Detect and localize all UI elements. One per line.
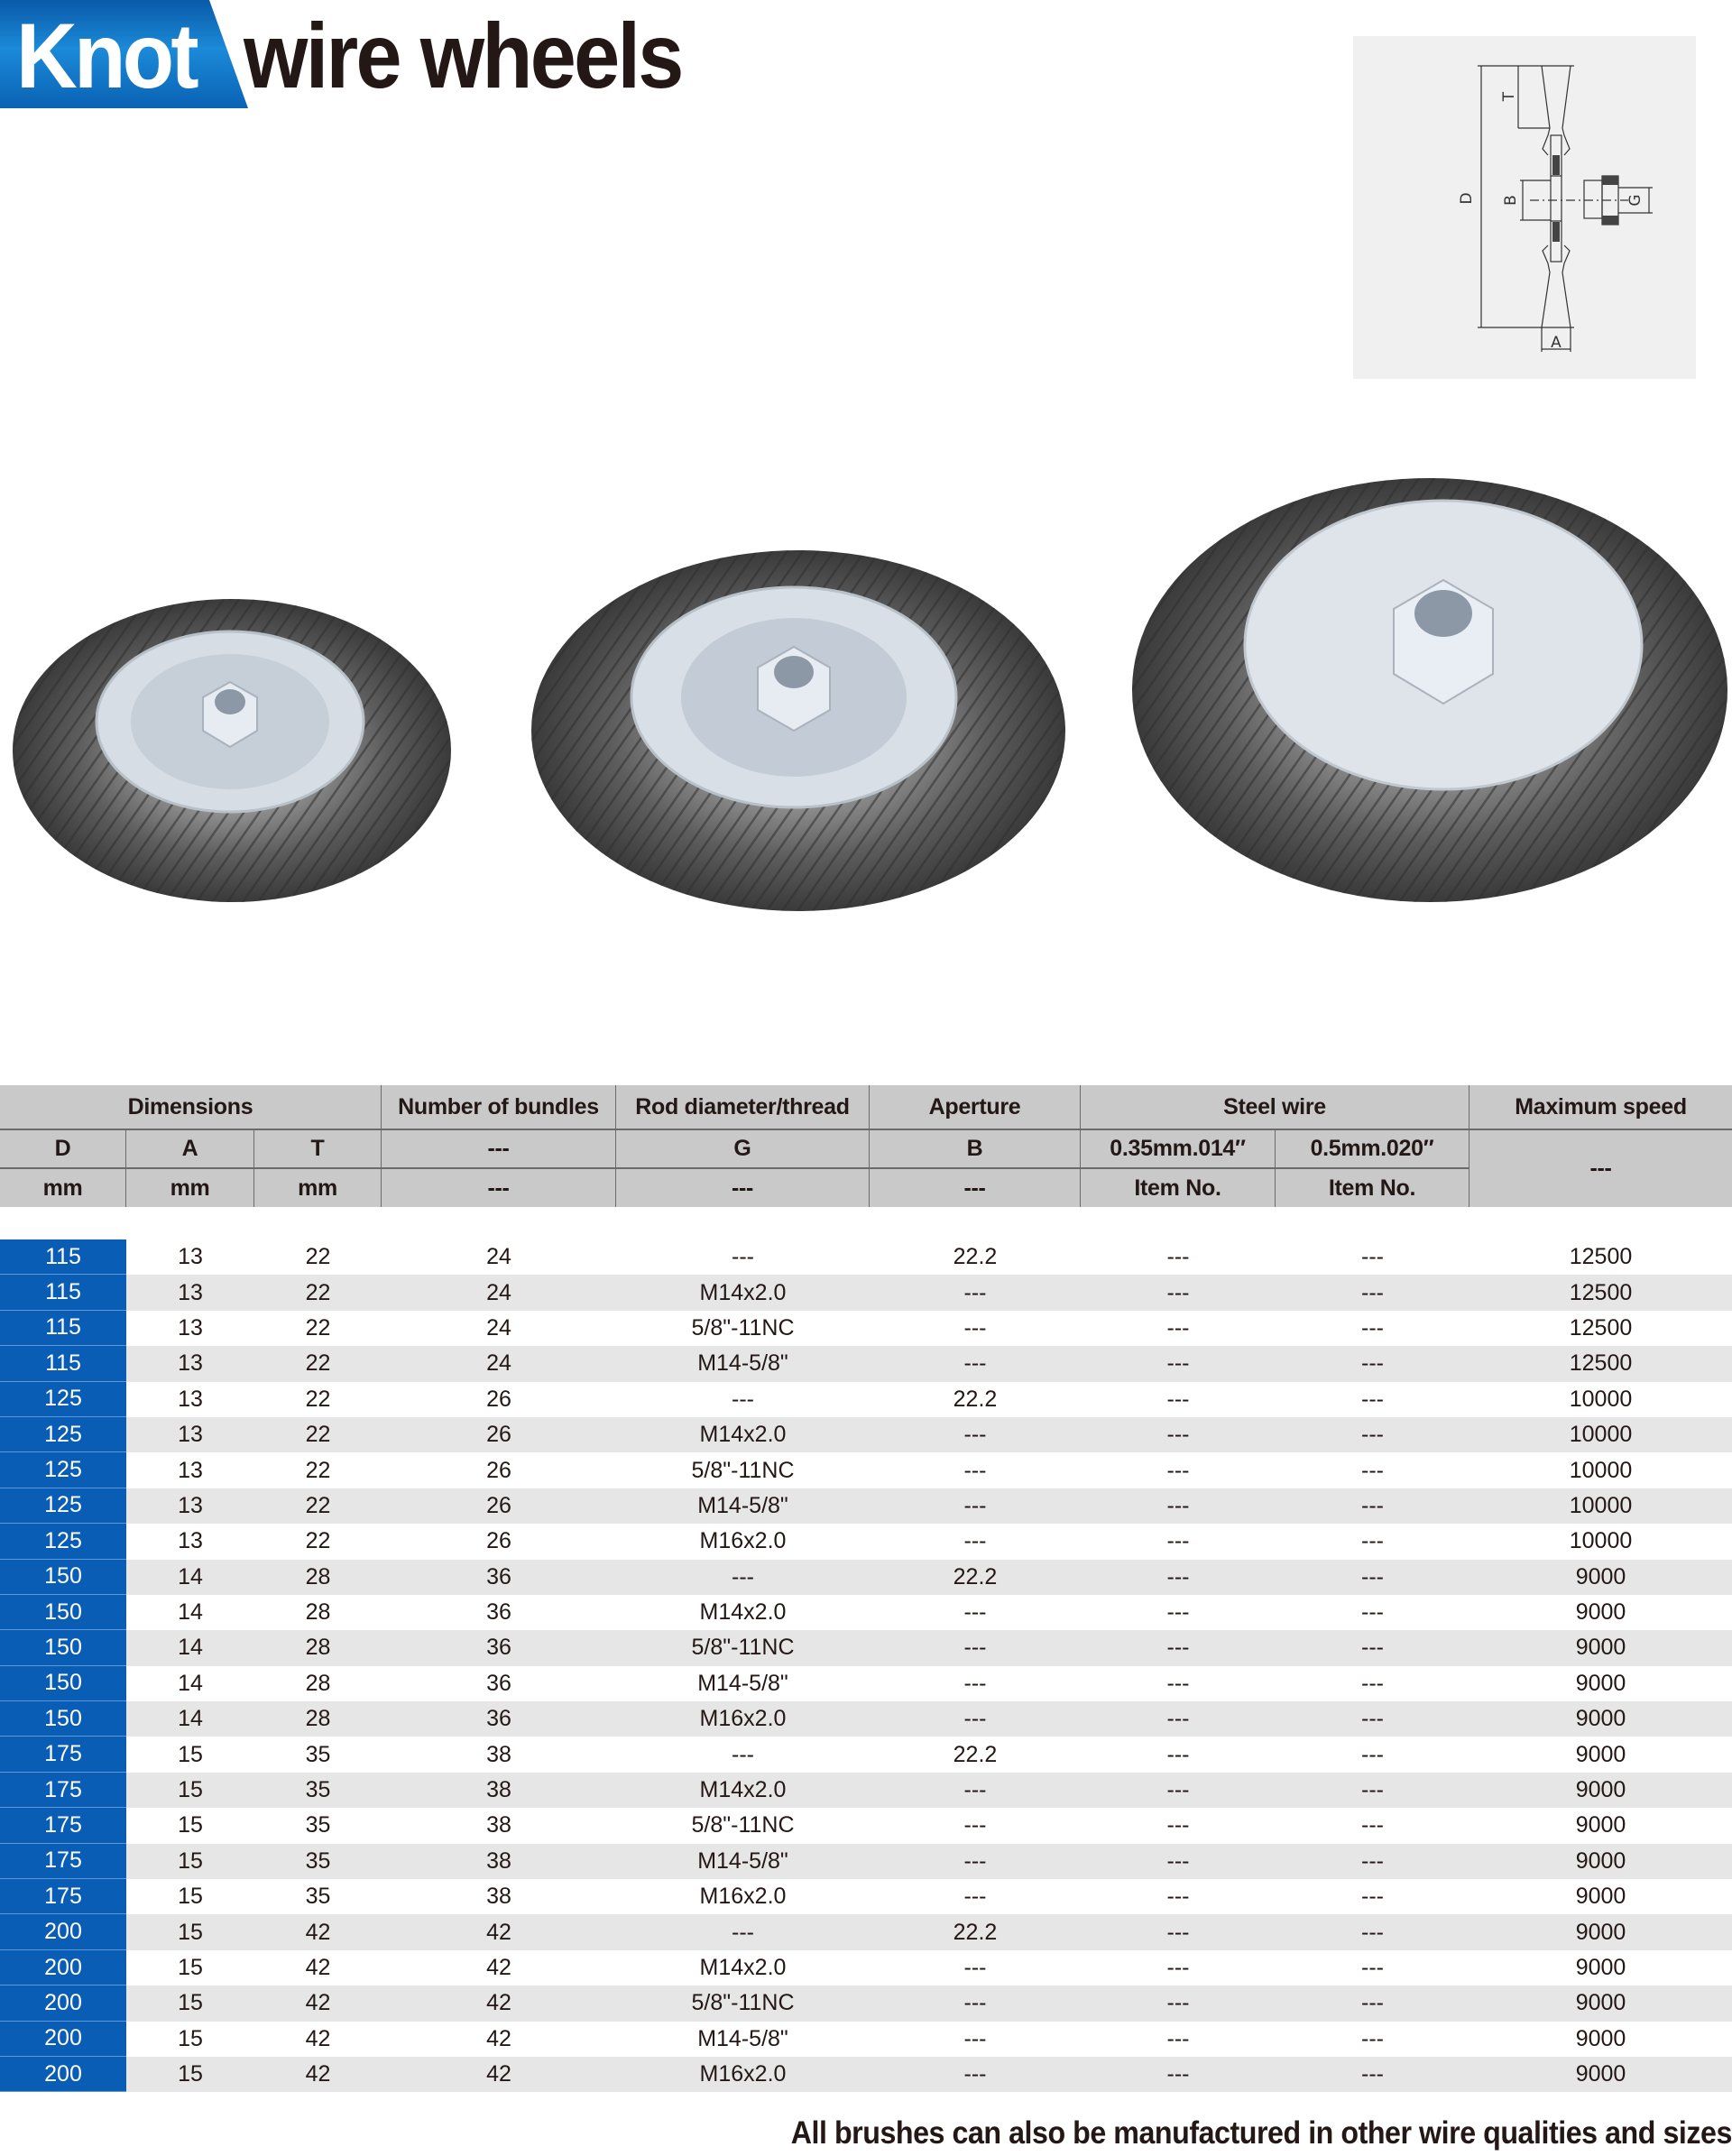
cell-g: M14x2.0 <box>699 1955 787 1980</box>
header-max-speed: Maximum speed <box>1469 1085 1732 1130</box>
cell-b: 22.2 <box>953 1244 998 1270</box>
cell-b: --- <box>963 2061 987 2087</box>
cell-bundles: 36 <box>486 1706 511 1732</box>
cell-wire-035: --- <box>1166 1386 1190 1412</box>
cell-d: 150 <box>0 1630 126 1665</box>
cell-max-speed: 12500 <box>1569 1314 1633 1341</box>
cell-bundles: 36 <box>486 1599 511 1626</box>
cell-a: 15 <box>178 1741 203 1767</box>
cell-max-speed: 10000 <box>1569 1422 1633 1448</box>
cell-bundles: 26 <box>486 1457 511 1483</box>
cell-wire-035: --- <box>1166 1741 1190 1767</box>
cell-t: 22 <box>305 1314 331 1341</box>
cell-bundles: 36 <box>486 1670 511 1696</box>
cell-t: 22 <box>305 1350 331 1377</box>
wire-wheel-115-image <box>9 595 456 907</box>
cell-bundles: 24 <box>486 1279 511 1305</box>
cell-d: 175 <box>0 1808 126 1843</box>
cell-t: 28 <box>305 1563 331 1589</box>
header-sym-d: D <box>0 1130 126 1169</box>
cell-wire-05: --- <box>1361 1635 1384 1661</box>
cell-max-speed: 10000 <box>1569 1457 1633 1483</box>
cell-max-speed: 9000 <box>1575 1635 1626 1661</box>
cell-wire-035: --- <box>1166 1350 1190 1377</box>
cell-b: --- <box>963 1279 987 1305</box>
header-unit-a: mm <box>126 1169 254 1207</box>
table-row <box>0 1239 1732 1275</box>
table-row <box>0 1737 1732 1772</box>
header-aperture: Aperture <box>870 1085 1081 1130</box>
cell-t: 42 <box>305 1955 331 1980</box>
cell-wire-05: --- <box>1361 1847 1384 1874</box>
cell-bundles: 26 <box>486 1386 511 1412</box>
cell-g: 5/8"-11NC <box>691 1635 795 1661</box>
cell-a: 15 <box>178 2061 203 2087</box>
cell-wire-05: --- <box>1361 1279 1384 1305</box>
cell-a: 13 <box>178 1422 203 1448</box>
cell-max-speed: 9000 <box>1575 1990 1626 2016</box>
cell-g: M14-5/8" <box>697 1847 788 1874</box>
cell-d: 200 <box>0 1950 126 1986</box>
cell-a: 13 <box>178 1386 203 1412</box>
cell-a: 15 <box>178 1919 203 1945</box>
cell-d: 125 <box>0 1417 126 1452</box>
dimension-diagram <box>1353 36 1696 379</box>
table-row <box>0 1346 1732 1381</box>
cell-d: 125 <box>0 1382 126 1417</box>
cell-bundles: 36 <box>486 1563 511 1589</box>
header-sym-a: A <box>126 1130 254 1169</box>
cell-max-speed: 10000 <box>1569 1386 1633 1412</box>
cell-t: 22 <box>305 1279 331 1305</box>
table-row <box>0 1275 1732 1310</box>
cell-b: --- <box>963 1422 987 1448</box>
cell-d: 175 <box>0 1773 126 1808</box>
cell-g: 5/8"-11NC <box>691 1457 795 1483</box>
cell-t: 35 <box>305 1884 331 1910</box>
svg-text:G: G <box>1626 194 1644 207</box>
cell-b: --- <box>963 1990 987 2016</box>
cell-bundles: 26 <box>486 1422 511 1448</box>
cell-wire-035: --- <box>1166 1812 1190 1838</box>
cell-max-speed: 9000 <box>1575 1847 1626 1874</box>
cell-t: 28 <box>305 1599 331 1626</box>
cell-wire-035: --- <box>1166 1244 1190 1270</box>
svg-text:D: D <box>1458 192 1476 205</box>
cell-max-speed: 12500 <box>1569 1279 1633 1305</box>
cell-wire-05: --- <box>1361 1314 1384 1341</box>
cell-wire-035: --- <box>1166 1955 1190 1980</box>
cell-a: 13 <box>178 1244 203 1270</box>
cell-b: --- <box>963 1599 987 1626</box>
cell-wire-05: --- <box>1361 1884 1384 1910</box>
cell-g: M14-5/8" <box>697 1670 788 1696</box>
cell-a: 15 <box>178 1777 203 1803</box>
cell-g: M14-5/8" <box>697 1492 788 1518</box>
header-unit-d: mm <box>0 1169 126 1207</box>
cell-a: 14 <box>178 1706 203 1732</box>
cell-g: --- <box>732 1563 754 1589</box>
cell-max-speed: 9000 <box>1575 1563 1626 1589</box>
cell-bundles: 36 <box>486 1635 511 1661</box>
svg-text:A: A <box>1551 334 1562 352</box>
cell-bundles: 38 <box>486 1812 511 1838</box>
cell-max-speed: 12500 <box>1569 1244 1633 1270</box>
cell-t: 22 <box>305 1422 331 1448</box>
cell-d: 200 <box>0 2057 126 2092</box>
cell-wire-05: --- <box>1361 1244 1384 1270</box>
cell-wire-05: --- <box>1361 1919 1384 1945</box>
cell-bundles: 42 <box>486 1990 511 2016</box>
cell-d: 115 <box>0 1239 126 1275</box>
header-unit-wire2: Item No. <box>1276 1169 1469 1207</box>
cell-bundles: 42 <box>486 1919 511 1945</box>
cell-max-speed: 9000 <box>1575 1812 1626 1838</box>
cell-d: 150 <box>0 1701 126 1737</box>
table-row <box>0 1452 1732 1488</box>
cell-wire-05: --- <box>1361 1599 1384 1626</box>
cell-max-speed: 9000 <box>1575 2061 1626 2087</box>
cell-a: 13 <box>178 1314 203 1341</box>
cell-wire-035: --- <box>1166 2061 1190 2087</box>
cell-b: --- <box>963 1635 987 1661</box>
cell-t: 35 <box>305 1847 331 1874</box>
cell-bundles: 42 <box>486 2025 511 2051</box>
cell-max-speed: 10000 <box>1569 1492 1633 1518</box>
cell-a: 14 <box>178 1635 203 1661</box>
cell-wire-05: --- <box>1361 1386 1384 1412</box>
cell-b: 22.2 <box>953 1919 998 1945</box>
cell-d: 115 <box>0 1311 126 1346</box>
cell-b: --- <box>963 1314 987 1341</box>
cell-wire-05: --- <box>1361 1741 1384 1767</box>
cell-g: --- <box>732 1919 754 1945</box>
cell-b: 22.2 <box>953 1741 998 1767</box>
cell-d: 150 <box>0 1595 126 1630</box>
table-row <box>0 1524 1732 1559</box>
cell-bundles: 38 <box>486 1847 511 1874</box>
cell-bundles: 38 <box>486 1884 511 1910</box>
header-rod: Rod diameter/thread <box>616 1085 870 1130</box>
title-text: wire wheels <box>244 5 682 107</box>
cell-t: 35 <box>305 1741 331 1767</box>
cell-a: 13 <box>178 1457 203 1483</box>
cell-t: 22 <box>305 1386 331 1412</box>
cell-t: 42 <box>305 1990 331 2016</box>
header-sym-wire2: 0.5mm.020″ <box>1276 1130 1469 1169</box>
cell-b: --- <box>963 1670 987 1696</box>
cell-t: 42 <box>305 2025 331 2051</box>
product-images <box>0 451 1732 938</box>
wire-wheel-200-image <box>1128 474 1732 907</box>
table-row <box>0 1701 1732 1737</box>
footer-note: All brushes can also be manufactured in other wire qualities and sizes <box>790 2115 1732 2151</box>
svg-text:T: T <box>1500 91 1518 102</box>
table-row <box>0 1950 1732 1986</box>
header-sym-speed: --- <box>1469 1130 1732 1207</box>
cell-d: 175 <box>0 1737 126 1772</box>
cell-t: 35 <box>305 1777 331 1803</box>
cell-wire-035: --- <box>1166 1919 1190 1945</box>
cell-g: M14x2.0 <box>699 1777 787 1803</box>
cell-wire-035: --- <box>1166 1314 1190 1341</box>
cell-a: 13 <box>178 1350 203 1377</box>
cell-wire-035: --- <box>1166 1279 1190 1305</box>
cell-wire-05: --- <box>1361 2061 1384 2087</box>
cell-a: 15 <box>178 2025 203 2051</box>
header-dimensions: Dimensions <box>0 1085 382 1130</box>
cell-d: 200 <box>0 1914 126 1949</box>
table-row <box>0 2022 1732 2057</box>
cell-g: M14x2.0 <box>699 1599 787 1626</box>
cell-wire-05: --- <box>1361 1528 1384 1554</box>
header-unit-b: --- <box>870 1169 1081 1207</box>
cell-wire-05: --- <box>1361 1955 1384 1980</box>
cell-b: 22.2 <box>953 1563 998 1589</box>
page-title <box>0 0 776 110</box>
cell-b: --- <box>963 2025 987 2051</box>
table-row <box>0 1808 1732 1843</box>
cell-bundles: 38 <box>486 1777 511 1803</box>
cell-g: --- <box>732 1244 754 1270</box>
cell-b: --- <box>963 1457 987 1483</box>
cell-max-speed: 9000 <box>1575 1599 1626 1626</box>
cell-g: M14x2.0 <box>699 1279 787 1305</box>
cell-max-speed: 9000 <box>1575 1884 1626 1910</box>
cell-b: --- <box>963 1350 987 1377</box>
cell-wire-035: --- <box>1166 1670 1190 1696</box>
cell-t: 22 <box>305 1528 331 1554</box>
table-row <box>0 1560 1732 1595</box>
cell-max-speed: 9000 <box>1575 1670 1626 1696</box>
cell-t: 22 <box>305 1492 331 1518</box>
cell-max-speed: 9000 <box>1575 1919 1626 1945</box>
cell-a: 15 <box>178 1812 203 1838</box>
table-row <box>0 1311 1732 1346</box>
cell-bundles: 26 <box>486 1492 511 1518</box>
cell-t: 28 <box>305 1635 331 1661</box>
cell-wire-035: --- <box>1166 1635 1190 1661</box>
table-row <box>0 1986 1732 2021</box>
cell-wire-05: --- <box>1361 1492 1384 1518</box>
header-sym-bundles: --- <box>382 1130 616 1169</box>
cell-g: M16x2.0 <box>699 1884 787 1910</box>
cell-wire-05: --- <box>1361 1422 1384 1448</box>
cell-a: 13 <box>178 1279 203 1305</box>
cell-a: 13 <box>178 1492 203 1518</box>
cell-d: 115 <box>0 1346 126 1381</box>
header-steel-wire: Steel wire <box>1081 1085 1469 1130</box>
table-row <box>0 1879 1732 1914</box>
cell-wire-05: --- <box>1361 1350 1384 1377</box>
cell-wire-035: --- <box>1166 1492 1190 1518</box>
cell-wire-05: --- <box>1361 1990 1384 2016</box>
cell-max-speed: 9000 <box>1575 1955 1626 1980</box>
cell-a: 15 <box>178 1847 203 1874</box>
cell-t: 42 <box>305 2061 331 2087</box>
cell-wire-035: --- <box>1166 1457 1190 1483</box>
cell-max-speed: 12500 <box>1569 1350 1633 1377</box>
cell-bundles: 24 <box>486 1244 511 1270</box>
cell-d: 175 <box>0 1879 126 1914</box>
cell-bundles: 26 <box>486 1528 511 1554</box>
cell-g: 5/8"-11NC <box>691 1314 795 1341</box>
header-sym-t: T <box>254 1130 382 1169</box>
svg-text:B: B <box>1502 195 1520 206</box>
cell-wire-05: --- <box>1361 1563 1384 1589</box>
cell-g: M16x2.0 <box>699 1706 787 1732</box>
cell-b: --- <box>963 1955 987 1980</box>
table-row <box>0 1630 1732 1665</box>
table-row <box>0 2057 1732 2092</box>
cell-bundles: 24 <box>486 1350 511 1377</box>
cell-wire-035: --- <box>1166 2025 1190 2051</box>
title-highlight: Knot <box>16 5 196 107</box>
cell-g: 5/8"-11NC <box>691 1990 795 2016</box>
cell-d: 200 <box>0 2022 126 2057</box>
table-row <box>0 1914 1732 1949</box>
cell-wire-035: --- <box>1166 1706 1190 1732</box>
header-unit-t: mm <box>254 1169 382 1207</box>
header-sym-wire1: 0.35mm.014″ <box>1081 1130 1276 1169</box>
cell-g: 5/8"-11NC <box>691 1812 795 1838</box>
cell-b: --- <box>963 1812 987 1838</box>
cell-bundles: 38 <box>486 1741 511 1767</box>
cell-g: M14-5/8" <box>697 1350 788 1377</box>
cell-a: 15 <box>178 1990 203 2016</box>
cell-d: 125 <box>0 1488 126 1524</box>
cell-b: --- <box>963 1528 987 1554</box>
table-row <box>0 1773 1732 1808</box>
cell-max-speed: 9000 <box>1575 1741 1626 1767</box>
table-row <box>0 1417 1732 1452</box>
cell-wire-05: --- <box>1361 2025 1384 2051</box>
cell-a: 13 <box>178 1528 203 1554</box>
cell-d: 115 <box>0 1275 126 1310</box>
cell-d: 200 <box>0 1986 126 2021</box>
cell-t: 28 <box>305 1670 331 1696</box>
cell-t: 22 <box>305 1244 331 1270</box>
cell-b: --- <box>963 1847 987 1874</box>
cell-max-speed: 9000 <box>1575 1777 1626 1803</box>
cell-d: 175 <box>0 1844 126 1879</box>
cell-wire-035: --- <box>1166 1990 1190 2016</box>
cell-wire-035: --- <box>1166 1847 1190 1874</box>
cell-t: 42 <box>305 1919 331 1945</box>
cell-g: M16x2.0 <box>699 1528 787 1554</box>
cell-wire-05: --- <box>1361 1777 1384 1803</box>
cell-wire-035: --- <box>1166 1777 1190 1803</box>
header-unit-bundles: --- <box>382 1169 616 1207</box>
cell-wire-035: --- <box>1166 1884 1190 1910</box>
header-sym-g: G <box>616 1130 870 1169</box>
cell-t: 28 <box>305 1706 331 1732</box>
cell-a: 15 <box>178 1955 203 1980</box>
cell-t: 35 <box>305 1812 331 1838</box>
cell-wire-05: --- <box>1361 1706 1384 1732</box>
table-row <box>0 1595 1732 1630</box>
cell-wire-05: --- <box>1361 1670 1384 1696</box>
cell-bundles: 42 <box>486 2061 511 2087</box>
cell-wire-035: --- <box>1166 1422 1190 1448</box>
cell-g: M16x2.0 <box>699 2061 787 2087</box>
header-sym-b: B <box>870 1130 1081 1169</box>
cell-d: 125 <box>0 1524 126 1559</box>
header-unit-g: --- <box>616 1169 870 1207</box>
cell-wire-05: --- <box>1361 1457 1384 1483</box>
header-bundles: Number of bundles <box>382 1085 616 1130</box>
cell-max-speed: 9000 <box>1575 2025 1626 2051</box>
cell-d: 150 <box>0 1666 126 1701</box>
wire-wheel-150-image <box>528 546 1069 916</box>
cell-d: 125 <box>0 1452 126 1488</box>
cell-g: --- <box>732 1386 754 1412</box>
cell-a: 15 <box>178 1884 203 1910</box>
spec-table-body <box>0 1239 1732 2092</box>
cell-b: --- <box>963 1884 987 1910</box>
cell-wire-035: --- <box>1166 1563 1190 1589</box>
cell-a: 14 <box>178 1599 203 1626</box>
cell-wire-035: --- <box>1166 1599 1190 1626</box>
cell-max-speed: 10000 <box>1569 1528 1633 1554</box>
table-row <box>0 1488 1732 1524</box>
cell-max-speed: 9000 <box>1575 1706 1626 1732</box>
cell-g: --- <box>732 1741 754 1767</box>
cell-a: 14 <box>178 1563 203 1589</box>
cell-wire-05: --- <box>1361 1812 1384 1838</box>
cell-g: M14-5/8" <box>697 2025 788 2051</box>
cell-bundles: 42 <box>486 1955 511 1980</box>
table-row <box>0 1844 1732 1879</box>
table-row <box>0 1666 1732 1701</box>
cell-b: --- <box>963 1777 987 1803</box>
cell-b: --- <box>963 1706 987 1732</box>
table-row <box>0 1382 1732 1417</box>
header-unit-wire1: Item No. <box>1081 1169 1276 1207</box>
wheel-cross-section-icon <box>1353 36 1696 379</box>
cell-wire-035: --- <box>1166 1528 1190 1554</box>
cell-b: --- <box>963 1492 987 1518</box>
cell-bundles: 24 <box>486 1314 511 1341</box>
cell-a: 14 <box>178 1670 203 1696</box>
cell-b: 22.2 <box>953 1386 998 1412</box>
cell-g: M14x2.0 <box>699 1422 787 1448</box>
cell-t: 22 <box>305 1457 331 1483</box>
cell-d: 150 <box>0 1560 126 1595</box>
